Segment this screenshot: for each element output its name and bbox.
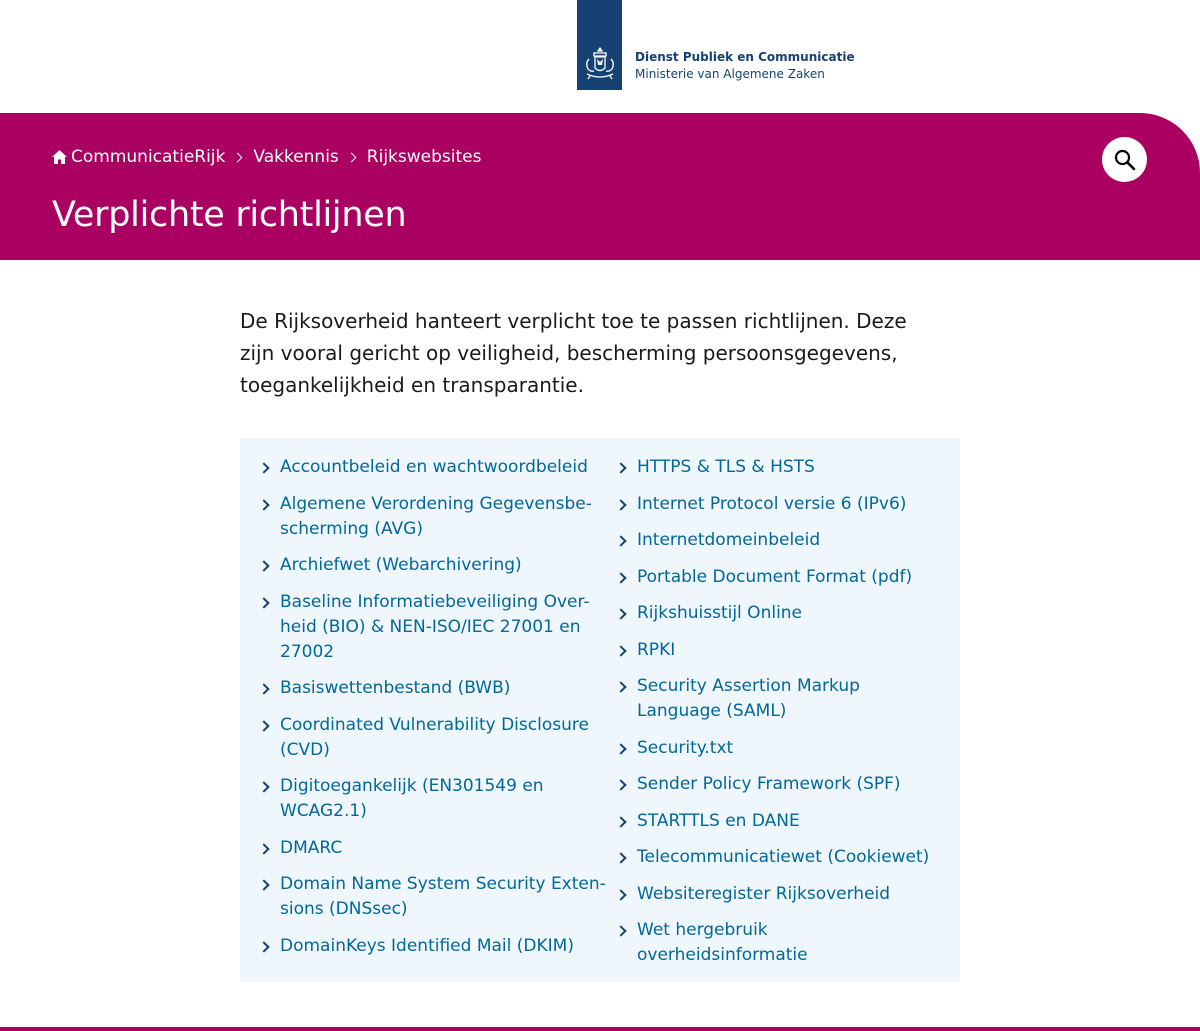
list-item [260,553,617,578]
chevron-right-icon [615,889,626,900]
chevron-right-icon [258,683,269,694]
chevron-right-icon [615,925,626,936]
chevron-right-icon [258,941,269,952]
list-item [617,736,937,761]
chevron-right-icon [615,535,626,546]
breadcrumb-label-home: CommunicatieRijk [71,147,226,167]
guideline-link[interactable]: HTTPS & TLS & HSTS [637,457,815,477]
guideline-link[interactable]: Portable Document Format (pdf) [637,566,913,587]
rijksoverheid-coat-of-arms-icon [581,45,619,81]
page-title: Verplichte richtlijnen [52,195,407,235]
chevron-right-icon [258,720,269,731]
chevron-right-icon [258,499,269,510]
chevron-right-icon [615,645,626,656]
guideline-link[interactable]: STARTTLS en DANE [637,810,800,831]
list-item [617,882,937,907]
search-button[interactable] [1102,137,1147,182]
list-item [260,872,617,922]
guideline-link[interactable]: Accountbeleid en wachtwoordbeleid [280,457,588,477]
org-name: Dienst Publiek en Communicatie [635,50,855,64]
guideline-link[interactable]: Sender Policy Framework (SPF) [637,774,901,794]
search-icon [1114,149,1136,171]
chevron-right-icon [258,462,269,473]
chevron-right-icon [615,743,626,754]
list-item [617,918,937,968]
guideline-link[interactable]: Telecommunicatiewet (Cookiewet) [637,847,930,867]
list-item [260,492,617,542]
chevron-right-icon [615,572,626,583]
guideline-link[interactable]: Basiswettenbestand (BWB) [280,678,511,698]
guideline-list-left [260,455,617,982]
guideline-link[interactable]: Baseline Informatiebeveiliging Over-heid (BIO) & NEN-ISO/IEC 27001 en 27002 [280,591,590,662]
chevron-right-icon [615,852,626,863]
breadcrumb-home-link[interactable] [52,147,225,167]
logo-bar [577,0,622,90]
list-item [617,492,937,517]
list-item [617,565,937,590]
logo-link[interactable] [577,0,855,90]
guideline-link[interactable]: DMARC [280,837,343,858]
guideline-link[interactable]: Rijkshuisstijl Online [637,603,803,623]
logo-text [635,49,855,83]
list-item [617,601,937,626]
list-item [260,836,617,861]
home-icon [52,150,67,164]
chevron-right-icon [615,816,626,827]
chevron-right-icon [615,608,626,619]
guideline-link[interactable]: Security.txt [637,737,734,758]
list-item [617,528,937,553]
guideline-list-right [617,455,937,982]
list-item [260,455,617,480]
guideline-link[interactable]: Coordinated Vulnerability Disclosure (CVD) [280,714,589,760]
chevron-right-icon [258,781,269,792]
guideline-link[interactable]: DomainKeys Identified Mail (DKIM) [280,935,574,956]
list-item [260,774,617,824]
guideline-link[interactable]: RPKI [637,639,676,660]
breadcrumb [52,147,481,167]
guideline-link[interactable]: Internet Protocol versie 6 (IPv6) [637,493,907,514]
chevron-right-icon [258,843,269,854]
list-item [260,676,617,701]
breadcrumb-link-rijkswebsites[interactable]: Rijkswebsites [366,147,482,167]
intro-text: De Rijksoverheid hanteert verplicht toe te passen richtlijnen. Deze zijn vooral gericht op veiligheid, bescherming persoonsgegevens, toegankelijkheid en transparantie. [240,309,907,397]
chevron-right-icon [615,779,626,790]
list-item [617,455,937,480]
guideline-link[interactable]: Websiteregister Rijksoverheid [637,883,891,904]
guideline-link[interactable]: Security Assertion Markup Language (SAML) [637,676,860,721]
guideline-links-box [240,438,960,982]
chevron-right-icon [233,152,243,162]
chevron-right-icon [346,152,356,162]
ministry-name: Ministerie van Algemene Zaken [635,67,825,81]
footer-divider [0,1027,1200,1031]
list-item [260,590,617,665]
guideline-link[interactable]: Algemene Verordening Gegevensbe-scherming (AVG) [280,493,592,539]
chevron-right-icon [615,681,626,692]
guideline-link[interactable]: Wet hergebruik overheidsinformatie [637,920,808,965]
guideline-link[interactable]: Digitoegankelijk (EN301549 en WCAG2.1) [280,776,544,821]
hero-banner [0,113,1200,260]
list-item [617,845,937,870]
list-item [617,772,937,797]
guideline-link[interactable]: Internetdomeinbeleid [637,530,821,550]
list-item [260,713,617,763]
chevron-right-icon [615,462,626,473]
chevron-right-icon [258,560,269,571]
guideline-link[interactable]: Domain Name System Security Exten-sions (DNSsec) [280,874,606,919]
guideline-link[interactable]: Archiefwet (Webarchivering) [280,555,522,575]
list-item [617,674,937,724]
chevron-right-icon [615,499,626,510]
chevron-right-icon [258,597,269,608]
list-item [617,638,937,663]
chevron-right-icon [258,879,269,890]
list-item [617,809,937,834]
site-header [0,0,1200,113]
breadcrumb-link-vakkennis[interactable]: Vakkennis [253,147,339,167]
list-item [260,934,617,959]
